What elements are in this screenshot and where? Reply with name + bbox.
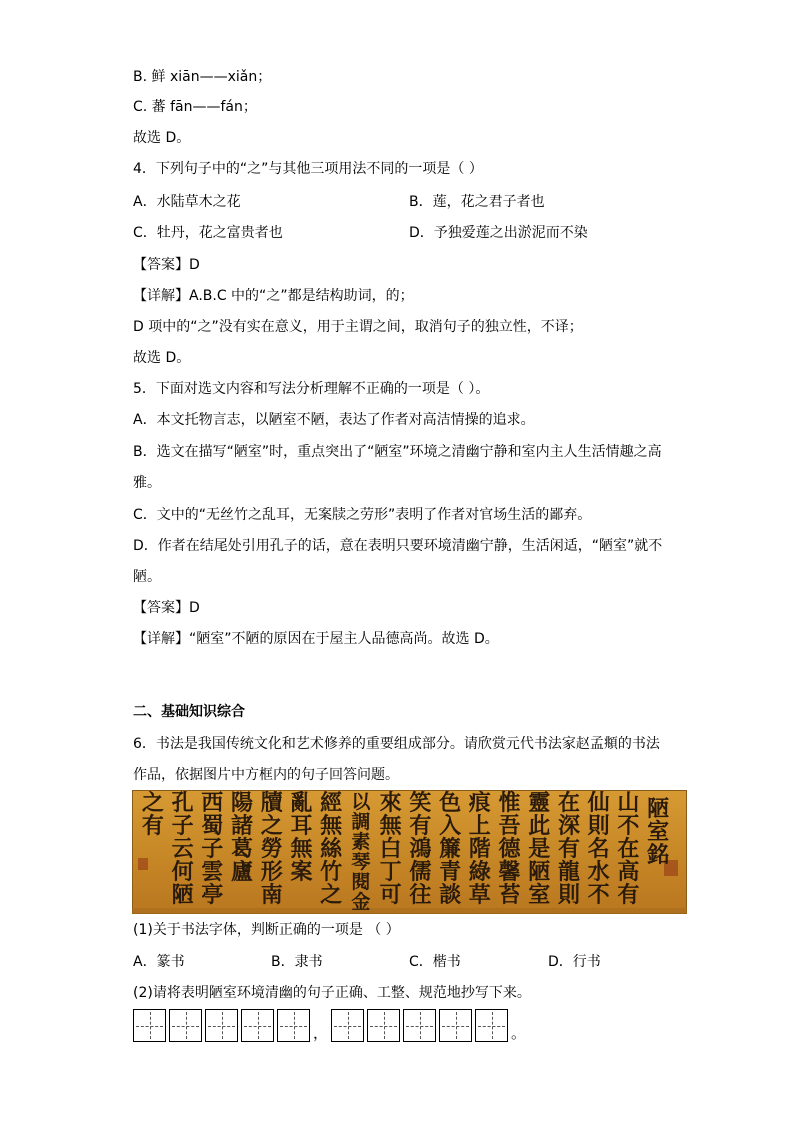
writing-cell[interactable] xyxy=(277,1009,310,1042)
calligraphy-column: 色 入 簾 青 談 xyxy=(439,790,462,908)
text-line: B. 鲜 xiān——xiǎn； xyxy=(133,69,272,85)
calligraphy-column: 陋 室 銘 xyxy=(647,796,670,868)
text-line: 故选 D。 xyxy=(133,130,191,146)
answer-label: 【答案】D xyxy=(133,257,200,273)
calligraphy-column: 以 調 素 琴 閱 金 xyxy=(351,791,371,913)
answer-grid xyxy=(133,1008,529,1042)
calligraphy-column: 陽 諸 葛 廬 xyxy=(231,790,254,885)
option-d-cont: 陋。 xyxy=(133,569,161,585)
calligraphy-column: 仙 則 名 水 不 xyxy=(587,790,610,908)
comma: ， xyxy=(313,1024,329,1042)
question-4: 4．下列句子中的“之”与其他三项用法不同的一项是（ ） xyxy=(133,161,483,177)
option-d: D．作者在结尾处引用孔子的话，意在表明只要环境清幽宁静，生活闲适，“陋室”就不 xyxy=(133,538,663,554)
explanation: D 项中的“之”没有实在意义，用于主谓之间，取消句子的独立性，不译； xyxy=(133,319,583,335)
writing-cell[interactable] xyxy=(439,1009,472,1042)
calligraphy-column: 經 無 絲 竹 之 xyxy=(320,790,343,908)
calligraphy-column: 來 無 白 丁 可 xyxy=(379,790,402,908)
option-d: D．行书 xyxy=(548,954,601,970)
answer-label: 【答案】D xyxy=(133,600,200,616)
writing-cell[interactable] xyxy=(205,1009,238,1042)
sub-question-2: (2)请将表明陋室环境清幽的句子正确、工整、规范地抄写下来。 xyxy=(133,985,531,1001)
calligraphy-column: 孔 子 云 何 陋 xyxy=(171,790,194,908)
writing-cell[interactable] xyxy=(169,1009,202,1042)
writing-cell[interactable] xyxy=(331,1009,364,1042)
option-c: C．牡丹，花之富贵者也 xyxy=(133,225,283,241)
option-a: A．水陆草木之花 xyxy=(133,194,241,210)
calligraphy-column: 西 蜀 子 雲 亭 xyxy=(201,790,224,908)
explanation: 故选 D。 xyxy=(133,350,191,366)
option-b-cont: 雅。 xyxy=(133,475,161,491)
explanation: 【详解】A.B.C 中的“之”都是结构助词，的； xyxy=(133,288,414,304)
calligraphy-column: 在 深 有 龍 則 xyxy=(557,790,580,908)
writing-cell[interactable] xyxy=(403,1009,436,1042)
explanation: 【详解】“陋室”不陋的原因在于屋主人品德高尚。故选 D。 xyxy=(133,631,499,647)
sub-question-1: (1)关于书法字体，判断正确的一项是 （ ） xyxy=(133,922,400,938)
writing-cell[interactable] xyxy=(475,1009,508,1042)
calligraphy-column: 之 有 xyxy=(141,790,164,839)
calligraphy-column: 惟 吾 德 馨 苔 xyxy=(498,790,521,908)
question-5: 5．下面对选文内容和写法分析理解不正确的一项是（ ）。 xyxy=(133,381,490,397)
calligraphy-column: 亂 耳 無 案 xyxy=(290,790,313,885)
option-b: B．莲，花之君子者也 xyxy=(409,194,545,210)
calligraphy-column: 牘 之 勞 形 南 xyxy=(260,790,283,908)
option-b: B．选文在描写“陋室”时，重点突出了“陋室”环境之清幽宁静和室内主人生活情趣之高 xyxy=(133,444,662,460)
question-6-cont: 作品，依据图片中方框内的句子回答问题。 xyxy=(133,767,399,783)
calligraphy-image xyxy=(132,790,687,914)
calligraphy-column: 山 不 在 高 有 xyxy=(617,790,640,908)
section-heading: 二、基础知识综合 xyxy=(133,704,245,720)
writing-cell[interactable] xyxy=(133,1009,166,1042)
calligraphy-column: 痕 上 階 綠 草 xyxy=(468,790,491,908)
option-a: A．本文托物言志，以陋室不陋，表达了作者对高洁情操的追求。 xyxy=(133,412,535,428)
option-c: C．文中的“无丝竹之乱耳，无案牍之劳形”表明了作者对官场生活的鄙弃。 xyxy=(133,507,592,523)
period: 。 xyxy=(511,1024,527,1042)
writing-cell[interactable] xyxy=(241,1009,274,1042)
option-b: B．隶书 xyxy=(271,954,323,970)
option-c: C．楷书 xyxy=(409,954,461,970)
calligraphy-column: 笑 有 鴻 儒 往 xyxy=(409,790,432,908)
option-a: A．篆书 xyxy=(133,954,185,970)
writing-cell[interactable] xyxy=(367,1009,400,1042)
question-6: 6．书法是我国传统文化和艺术修养的重要组成部分。请欣赏元代书法家赵孟頫的书法 xyxy=(133,736,660,752)
option-d: D．予独爱莲之出淤泥而不染 xyxy=(409,225,588,241)
text-line: C. 蕃 fān——fán； xyxy=(133,99,257,115)
calligraphy-column: 靈 此 是 陋 室 xyxy=(528,790,551,908)
